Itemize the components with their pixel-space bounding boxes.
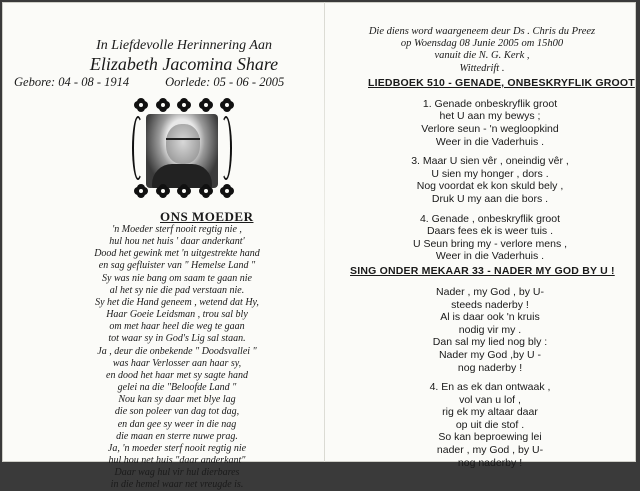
verse-line: nog naderby !	[457, 456, 523, 469]
verse-line: Nader , my God , by U-	[436, 285, 544, 298]
verse-line: Al is daar ook 'n kruis	[440, 311, 540, 324]
poem-line: en dood het haar met sy sagte hand	[106, 369, 248, 381]
verse-line: U Seun bring my - verlore mens ,	[412, 237, 568, 250]
flower-icon	[134, 98, 148, 112]
page-fold	[324, 2, 325, 462]
poem-line: Sy het die Hand geneem , wetend dat Hy,	[95, 296, 259, 308]
verse-line: Verlore seun - 'n wegloopkind	[421, 123, 559, 135]
vine-right-ornament	[220, 116, 232, 180]
poem-title: ONS MOEDER	[160, 209, 254, 224]
service-line: vanuit die N. G. Kerk ,	[434, 50, 530, 62]
poem-line: hul hou net huis ' daar anderkant'	[109, 236, 245, 248]
poem-line: en dan gee sy weer in die nag	[117, 418, 237, 430]
verse-line: Daars fees ek is weer tuis .	[426, 225, 554, 238]
verse-line: U sien my honger , dors .	[431, 167, 549, 180]
portrait-photo	[146, 114, 218, 188]
poem	[14, 224, 312, 491]
verse-line: vol van u lof ,	[459, 393, 521, 406]
vine-left-ornament	[132, 116, 144, 180]
verse-line: 4. Genade , onbeskryflik groot	[419, 212, 561, 225]
hymn-verse	[332, 381, 632, 469]
service-line: op Woensdag 08 Junie 2005 om 15h00	[400, 38, 564, 50]
poem-line: Haar Goeie Leidsman , trou sal bly	[106, 309, 248, 321]
poem-line: tot waar sy in God's Lig sal staan.	[108, 333, 246, 345]
poem-line: Dood het gewink met 'n uitgestrekte hand	[94, 248, 260, 260]
poem-line: in die hemel waar net vreugde is.	[110, 479, 244, 491]
poem-line: Ja, 'n moeder sterf nooit regtig nie	[107, 442, 247, 454]
verse-line: Nader my God ,by U -	[438, 348, 542, 361]
poem-line: die son poleer van dag tot dag,	[114, 406, 240, 418]
hymn-verse	[332, 286, 632, 374]
verse-line: op uit die stof .	[455, 418, 525, 431]
life-dates	[14, 75, 324, 90]
poem-line: Daar wag hul vir hul dierbares	[114, 467, 240, 479]
verse-line: Weer in die Vaderhuis .	[435, 250, 545, 263]
verse-line: So kan beproewing lei	[438, 431, 542, 444]
flower-icon	[199, 184, 213, 198]
verse-line: het U aan my bewys ;	[439, 110, 541, 123]
service-details	[332, 26, 632, 75]
poem-line: om met haar heel die weg te gaan	[109, 321, 245, 333]
poem-line: Nou kan sy daar met blye lag	[118, 394, 236, 406]
flower-border-bottom	[134, 184, 234, 198]
poem-line: Ja , deur die onbekende " Doodsvallei "	[97, 345, 257, 357]
hymn-verse	[332, 213, 632, 263]
verse-line: 4. En as ek dan ontwaak ,	[429, 381, 551, 394]
flower-icon	[199, 98, 213, 112]
verse-line: nader , my God , by U-	[436, 444, 544, 457]
poem-line: die maan en sterre nuwe prag.	[116, 430, 238, 442]
flower-icon	[156, 184, 170, 198]
verse-line: Dan sal my lied nog bly :	[432, 336, 548, 349]
verse-line: 3. Maar U sien vêr , oneindig vêr ,	[411, 155, 569, 168]
death-date: Oorlede: 05 - 06 - 2005	[165, 75, 285, 89]
poem-line: 'n Moeder sterf nooit regtig nie ,	[112, 224, 242, 235]
service-line: Die diens word waargeneem deur Ds . Chris du Preez	[368, 26, 596, 37]
program-sheet	[2, 2, 636, 491]
poem-line: al het sy nie die pad verstaan nie.	[109, 284, 245, 296]
service-line: Wittedrift .	[459, 62, 505, 74]
flower-icon	[220, 98, 234, 112]
verse-line: Nog voordat ek kon skuld bely ,	[416, 180, 564, 193]
flower-icon	[177, 98, 191, 112]
memorial-heading: In Liefdevolle Herinnering Aan	[96, 38, 272, 53]
flower-icon	[177, 184, 191, 198]
hymn2-verses	[332, 286, 632, 469]
flower-border-top	[134, 98, 234, 112]
flower-icon	[134, 184, 148, 198]
flower-icon	[220, 184, 234, 198]
hymn-verse	[332, 155, 632, 205]
verse-line: rig ek my altaar daar	[442, 406, 538, 419]
portrait-frame	[14, 96, 324, 206]
deceased-name: Elizabeth Jacomina Share	[89, 54, 279, 74]
verse-line: Druk U my aan die bors .	[431, 192, 549, 205]
hymn1-verses	[332, 98, 632, 263]
birth-date: Gebore: 04 - 08 - 1914	[14, 75, 130, 89]
verse-line: 1. Genade onbeskryflik groot	[422, 97, 558, 110]
flower-icon	[156, 98, 170, 112]
hymn1-title: LIEDBOEK 510 - GENADE, ONBESKRYFLIK GROOT	[368, 76, 635, 89]
poem-line: hul hou net huis "daar anderkant"	[108, 454, 246, 466]
hymn-verse	[332, 98, 632, 148]
left-panel	[14, 38, 324, 491]
verse-line: Weer in die Vaderhuis .	[435, 135, 545, 148]
poem-line: Sy was nie bang om saam te gaan nie	[102, 272, 252, 284]
right-panel	[332, 26, 635, 469]
verse-line: steeds naderby !	[451, 298, 529, 311]
hymn2-title: SING ONDER MEKAAR 33 - NADER MY GOD BY U !	[350, 264, 615, 277]
poem-line: gelei na die "Beloofde Land "	[117, 382, 237, 394]
poem-line: en sag gefluister van " Hemelse Land "	[98, 260, 256, 272]
verse-line: nodig vir my .	[458, 323, 522, 336]
verse-line: nog naderby !	[457, 361, 523, 374]
poem-line: was haar Verlosser aan haar sy,	[112, 357, 242, 369]
